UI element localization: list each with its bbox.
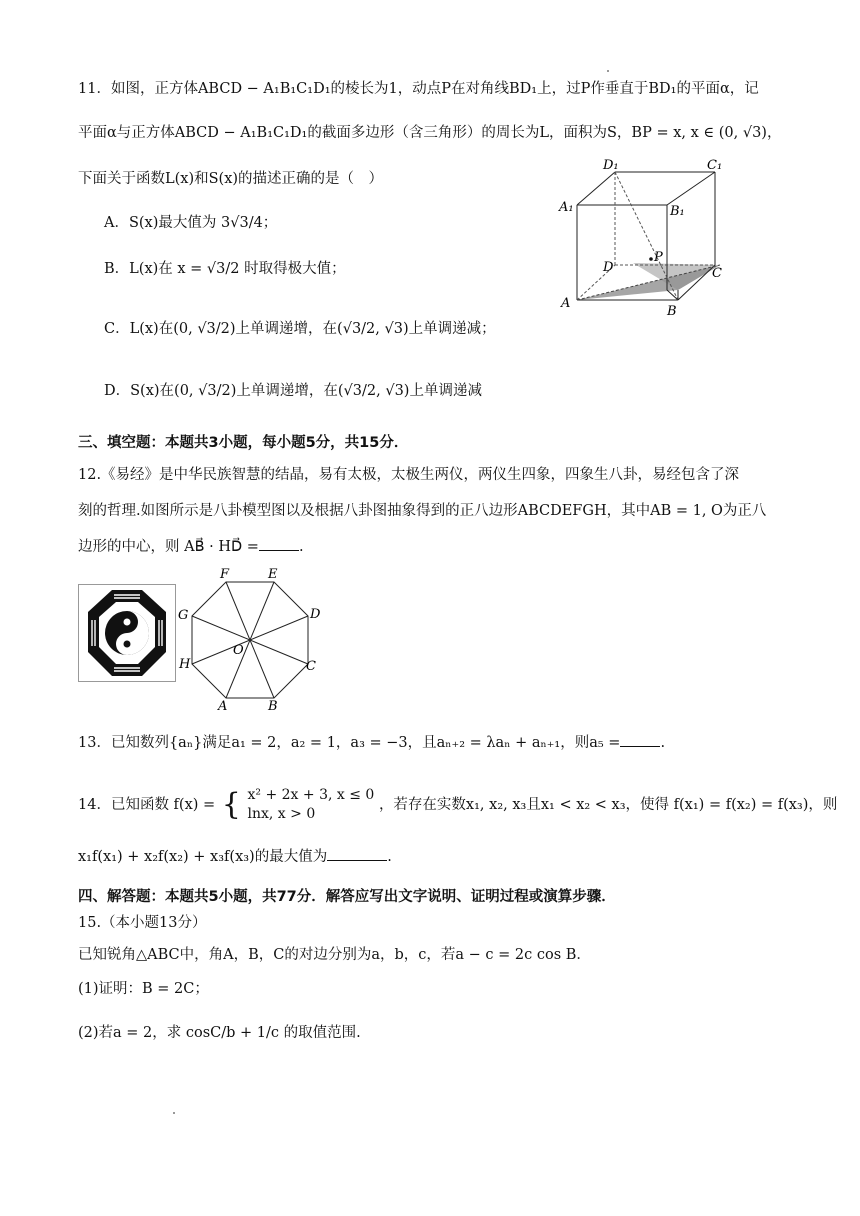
oct-label-h: H bbox=[179, 657, 191, 672]
oct-label-g: G bbox=[178, 608, 189, 623]
oct-label-o: O bbox=[233, 643, 244, 658]
q15-line1: 已知锐角△ABC中，角A，B，C的对边分别为a，b，c，若a − c = 2c cos B． bbox=[78, 947, 591, 963]
oct-label-f: F bbox=[220, 567, 230, 582]
oct-label-e: E bbox=[268, 567, 278, 582]
label-a1: A₁ bbox=[559, 200, 574, 215]
label-d: D bbox=[603, 260, 614, 275]
q11-line1: 11．如图，正方体ABCD − A₁B₁C₁D₁的棱长为1，动点P在对角线BD₁上，过P作垂直于BD₁的平面α，记 bbox=[78, 81, 759, 97]
label-a: A bbox=[561, 296, 571, 311]
q11-option-a: A．S(x)最大值为 3√3/4； bbox=[104, 215, 278, 231]
label-d1: D₁ bbox=[603, 158, 619, 173]
label-b: B bbox=[667, 304, 677, 319]
section-4-heading: 四、解答题：本题共5小题，共77分．解答应写出文字说明、证明过程或演算步骤． bbox=[78, 889, 616, 905]
q12-line2: 刻的哲理.如图所示是八卦模型图以及根据八卦图抽象得到的正八边形ABCDEFGH，其中AB = 1, O为正八 bbox=[78, 503, 767, 519]
label-p: P bbox=[654, 250, 663, 265]
q14-line2: x₁f(x₁) + x₂f(x₂) + x₃f(x₃)的最大值为 . bbox=[78, 846, 392, 868]
q11-option-d: D．S(x)在(0, √3/2)上单调递增，在(√3/2, √3)上单调递减 bbox=[104, 383, 482, 399]
q11-line2: 平面α与正方体ABCD − A₁B₁C₁D₁的截面多边形（含三角形）的周长为L，面积为S，BP = x, x ∈ (0, √3)， bbox=[78, 125, 782, 141]
q15-title: 15.（本小题13分） bbox=[78, 915, 207, 931]
q15-part1: (1)证明：B = 2C； bbox=[78, 981, 209, 997]
section-3-heading: 三、填空题：本题共3小题，每小题5分，共15分． bbox=[78, 435, 409, 451]
q12-line1: 12.《易经》是中华民族智慧的结晶，易有太极，太极生两仪，两仪生四象，四象生八卦，易经包含了深 bbox=[78, 467, 740, 483]
q11-option-b: B．L(x)在 x = √3/2 时取得极大值； bbox=[104, 261, 346, 277]
q11-option-c: C．L(x)在(0, √3/2)上单调递增，在(√3/2, √3)上单调递减； bbox=[104, 321, 496, 337]
cube-figure bbox=[555, 155, 735, 325]
q13-line: 13．已知数列{aₙ}满足a₁ = 2，a₂ = 1，a₃ = −3，且aₙ₊₂ = λaₙ + aₙ₊₁，则a₅ = . bbox=[78, 732, 665, 754]
q11-line3: 下面关于函数L(x)和S(x)的描述正确的是（ ） bbox=[78, 171, 384, 187]
q15-part2: (2)若a = 2，求 cosC/b + 1/c 的取值范围. bbox=[78, 1025, 361, 1041]
octagon-figure bbox=[176, 566, 326, 712]
label-c: C bbox=[712, 266, 722, 281]
q14-line1: 14．已知函数 f(x) = { x² + 2x + 3, x ≤ 0 lnx, x > 0 ，若存在实数x₁, x₂, x₃且x₁ < x₂ < x₃，使得 f(x₁) = f(x₂) = f(x₃)，则 bbox=[78, 787, 838, 822]
oct-label-a: A bbox=[218, 699, 228, 712]
label-b1: B₁ bbox=[670, 204, 685, 219]
q14-case1: x² + 2x + 3, x ≤ 0 bbox=[247, 787, 375, 803]
oct-label-c: C bbox=[306, 659, 316, 674]
bagua-image bbox=[78, 584, 176, 682]
oct-label-b: B bbox=[268, 699, 278, 712]
oct-label-d: D bbox=[310, 607, 321, 622]
label-c1: C₁ bbox=[707, 158, 723, 173]
q12-line3: 边形的中心，则 AB⃗ · HD⃗ = . bbox=[78, 536, 304, 558]
q14-case2: lnx, x > 0 bbox=[247, 806, 316, 822]
